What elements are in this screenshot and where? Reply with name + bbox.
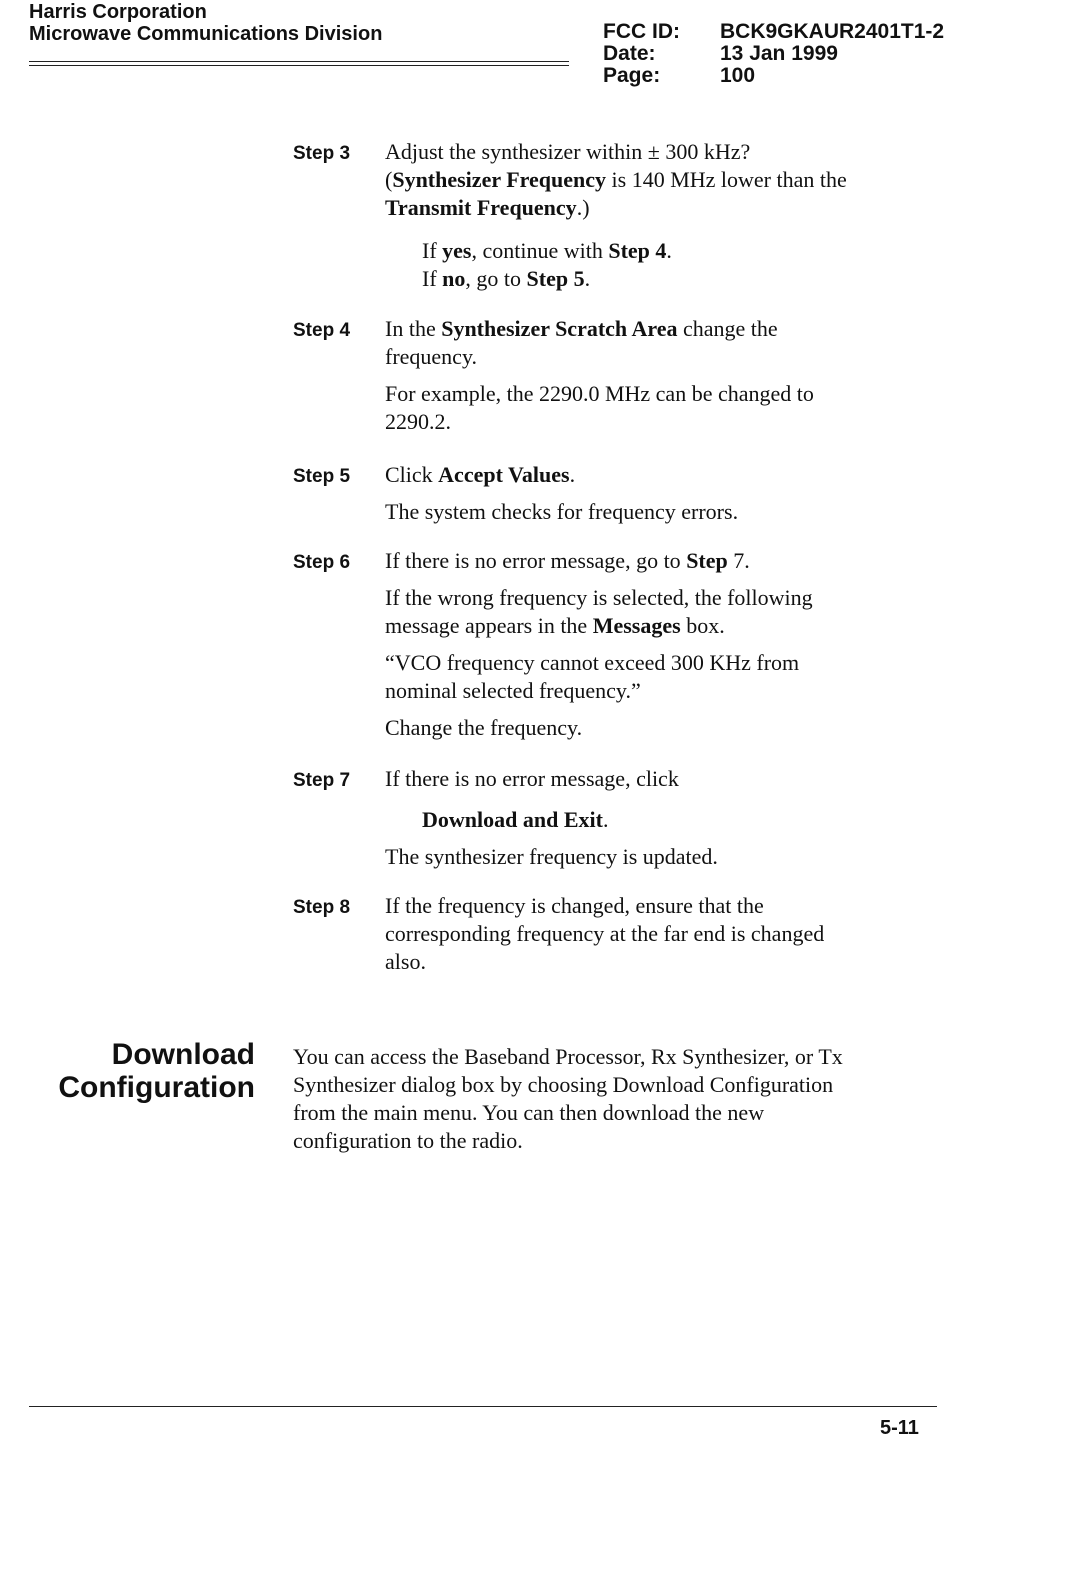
division-name: Microwave Communications Division [29,23,383,45]
step-6-line-6: Change the frequency. [385,715,583,740]
date-label: Date: [603,42,656,65]
text-run: . [666,238,672,263]
header-rule-2 [29,65,569,66]
section-title-line-2: Configuration [58,1071,255,1104]
text-run: change the [677,316,778,341]
step-3-no [422,265,962,293]
step-3-text [385,138,925,222]
step-6-text [385,547,925,742]
step-ref: Step 5 [526,266,585,291]
text-run: . [569,462,576,487]
step-7-line-3: The synthesizer frequency is updated. [385,844,718,869]
step-3-line-1 [385,138,925,166]
text-run: ( [385,167,393,192]
step-5-line-1 [385,461,925,489]
date-value: 13 Jan 1999 [720,42,838,65]
text-run: . [584,266,591,291]
step-3-line-2 [385,166,925,194]
step-7-text [385,765,925,793]
fcc-id-value: BCK9GKAUR2401T1-2 [720,20,945,43]
synthesizer-frequency-term: Synthesizer Frequency [392,167,607,192]
step-8-line-1: If the frequency is changed, ensure that the [385,893,764,918]
header-rule [29,61,569,62]
step-7-line-1: If there is no error message, click [385,766,679,791]
text-run: is 140 MHz lower than the [606,167,847,192]
step-4-line-4: 2290.2. [385,409,451,434]
step-3-label: Step 3 [293,143,351,164]
section-body-line-3: from the main menu. You can then download the new [293,1100,765,1125]
fcc-id-label: FCC ID: [603,20,680,43]
step-7-result [385,843,925,871]
page-value: 100 [720,64,756,87]
step-7-command [422,806,962,834]
text-run: , continue with [471,238,609,263]
footer-rule [29,1406,937,1407]
step-5-line-2: The system checks for frequency errors. [385,499,739,524]
text-run: In the [385,316,442,341]
synthesizer-scratch-area-term: Synthesizer Scratch Area [441,316,678,341]
text-run: 7. [727,548,750,573]
step-8-line-3: also. [385,949,426,974]
step-7-label: Step 7 [293,770,351,791]
download-and-exit-term: Download and Exit [422,807,603,832]
step-ref: Step [686,548,728,573]
text-run: If [422,238,443,263]
step-4-text [385,315,925,436]
step-6-label: Step 6 [293,552,351,573]
section-body-line-1: You can access the Baseband Processor, Rx Synthesizer, or Tx [293,1044,843,1069]
section-body-line-4: configuration to the radio. [293,1128,523,1153]
step-4-line-1 [385,315,925,343]
text-run: message appears in the [385,613,593,638]
step-5-text [385,461,925,526]
text-run: , go to [465,266,527,291]
text-run: .) [576,195,590,220]
company-name: Harris Corporation [29,1,207,23]
step-4-line-2: frequency. [385,344,478,369]
no-term: no [442,266,466,291]
step-8-label: Step 8 [293,897,351,918]
step-3-yes [422,237,962,265]
accept-values-term: Accept Values [438,462,570,487]
text-run: If [422,266,443,291]
text-run: box. [680,613,725,638]
section-body-line-2: Synthesizer dialog box by choosing Download Configuration [293,1072,834,1097]
text-run: If there is no error message, go to [385,548,687,573]
step-6-line-5: nominal selected frequency.” [385,678,641,703]
step-5-label: Step 5 [293,466,351,487]
step-6-line-3 [385,612,925,640]
transmit-frequency-term: Transmit Frequency [385,195,577,220]
step-6-line-1 [385,547,925,575]
page-number: 5-11 [880,1417,919,1439]
step-3-question: Adjust the synthesizer within ± 300 kHz? [385,139,751,164]
step-4-line-3: For example, the 2290.0 MHz can be changed to [385,381,814,406]
step-8-line-2: corresponding frequency at the far end is changed [385,921,825,946]
step-3-branches [422,237,962,293]
section-body [293,1043,933,1155]
step-6-line-4: “VCO frequency cannot exceed 300 KHz from [385,650,800,675]
step-3-line-3 [385,194,925,222]
step-4-label: Step 4 [293,320,351,341]
section-title-line-1: Download [111,1038,255,1071]
step-ref: Step 4 [608,238,667,263]
page-label: Page: [603,64,661,87]
step-6-line-2: If the wrong frequency is selected, the following [385,585,813,610]
messages-term: Messages [592,613,681,638]
text-run: . [602,807,609,832]
step-8-text [385,892,925,976]
yes-term: yes [442,238,472,263]
text-run: Click [385,462,439,487]
